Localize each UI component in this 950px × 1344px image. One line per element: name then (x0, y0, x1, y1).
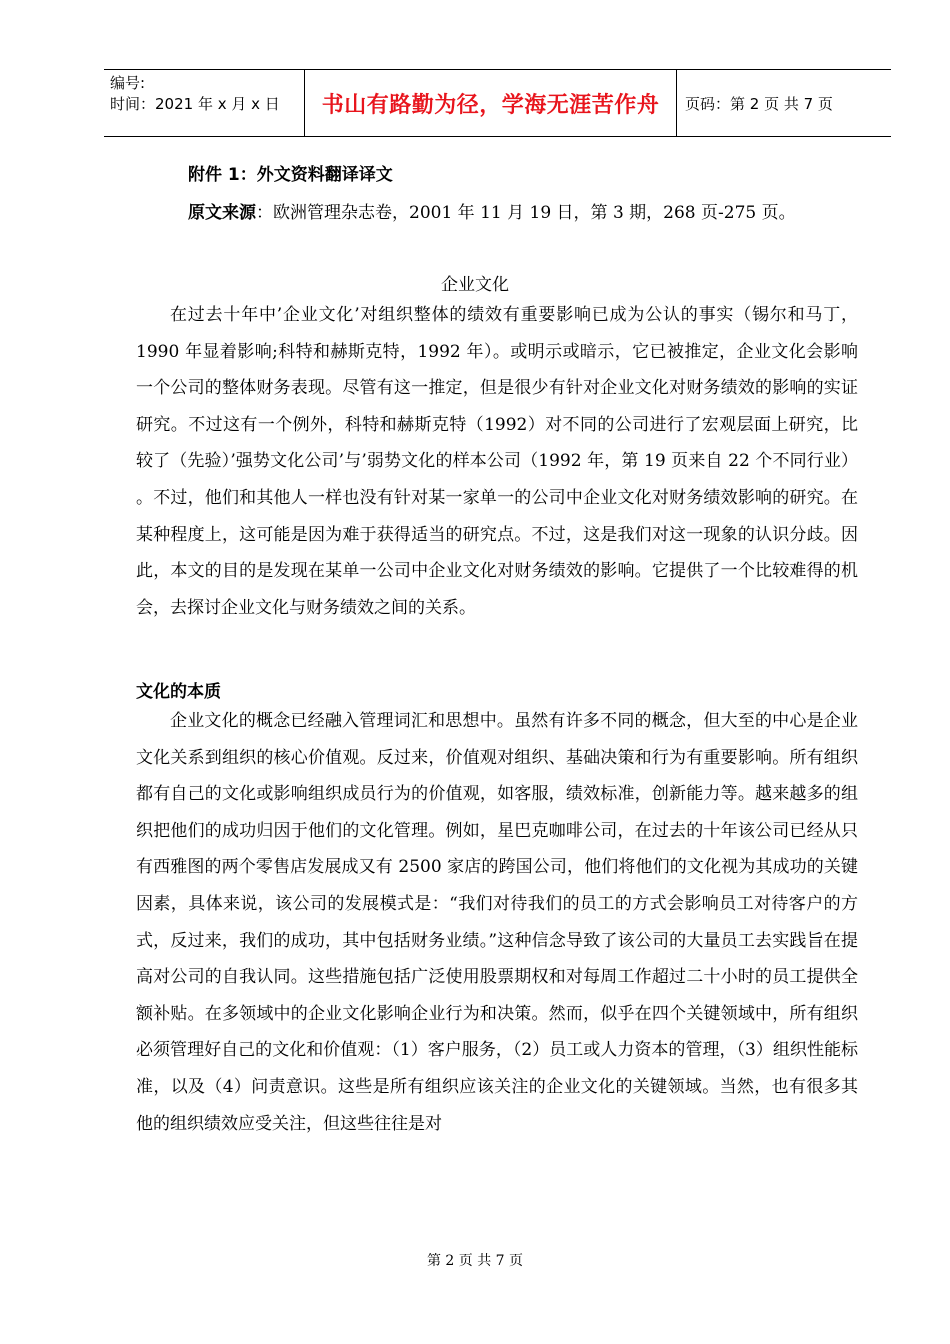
header-page-label: 页码：第 2 页 共 7 页 (685, 94, 833, 113)
header-left-cell (104, 70, 304, 136)
page-footer: 第 2 页 共 7 页 (426, 1253, 524, 1269)
attachment-title: 附件 1：外文资料翻译译文 (188, 165, 393, 185)
header-page-cell (677, 70, 891, 136)
section-heading: 文化的本质 (136, 682, 221, 702)
source-line (188, 198, 796, 223)
source-text: ：欧洲管理杂志卷，2001 年 11 月 19 日，第 3 期，268 页-275 页。 (256, 203, 796, 223)
intro-paragraph: 在过去十年中’企业文化’对组织整体的绩效有重要影响已成为公认的事实（锡尔和马丁，1990 年显着影响;科特和赫斯克特，1992 年）。或明示或暗示，它已被推定，企业文化会影响一个公司的整体财务表现。尽管有这一推定，但是很少有针对企业文化对财务绩效的影响的实证研究。不过这有一个例外，科特和赫斯克特（1992）对不同的公司进行了宏观层面上研究，比较了（先验）’强势文化公司’与’弱势文化的样本公司（1992 年，第 19 页来自 22 个不同行业） 。不过，他们和其他人一样也没有针对某一家单一的公司中企业文化对财务绩效影响的研究。在某种程度上，这可能是因为难于获得适当的研究点。不过，这是我们对这一现象的认识分歧。因此，本文的目的是发现在某单一公司中企业文化对财务绩效的影响。它提供了一个比较难得的机会，去探讨企业文化与财务绩效之间的关系。 (136, 305, 858, 618)
document-header (104, 69, 891, 137)
article-title: 企业文化 (441, 275, 509, 295)
header-motto: 书山有路勤为径，学海无涯苦作舟 (321, 92, 660, 118)
document-number-label: 编号: (110, 74, 146, 92)
document-time-label: 时间：2021 年 x 月 x 日 (110, 95, 280, 113)
source-label: 原文来源 (188, 203, 256, 223)
culture-nature-paragraph: 企业文化的概念已经融入管理词汇和思想中。虽然有许多不同的概念，但大至的中心是企业文化关系到组织的核心价值观。反过来，价值观对组织、基础决策和行为有重要影响。所有组织都有自己的文化或影响组织成员行为的价值观，如客服，绩效标准，创新能力等。越来越多的组织把他们的成功归因于他们的文化管理。例如，星巴克咖啡公司，在过去的十年该公司已经从只有西雅图的两个零售店发展成又有 2500 家店的跨国公司，他们将他们的文化视为其成功的关键因素，具体来说，该公司的发展模式是：“我们对待我们的员工的方式会影响员工对待客户的方式，反过来，我们的成功，其中包括财务业绩。”这种信念导致了该公司的大量员工去实践旨在提高对公司的自我认同。这些措施包括广泛使用股票期权和对每周工作超过二十小时的员工提供全额补贴。在多领域中的企业文化影响企业行为和决策。然而，似乎在四个关键领域中，所有组织必须管理好自己的文化和价值观：（1）客户服务，（2）员工或人力资本的管理，（3）组织性能标准，以及（4）问责意识。这些是所有组织应该关注的企业文化的关键领域。当然，也有很多其他的组织绩效应受关注，但这些往往是对 (136, 711, 858, 1134)
header-motto-cell (304, 70, 677, 136)
